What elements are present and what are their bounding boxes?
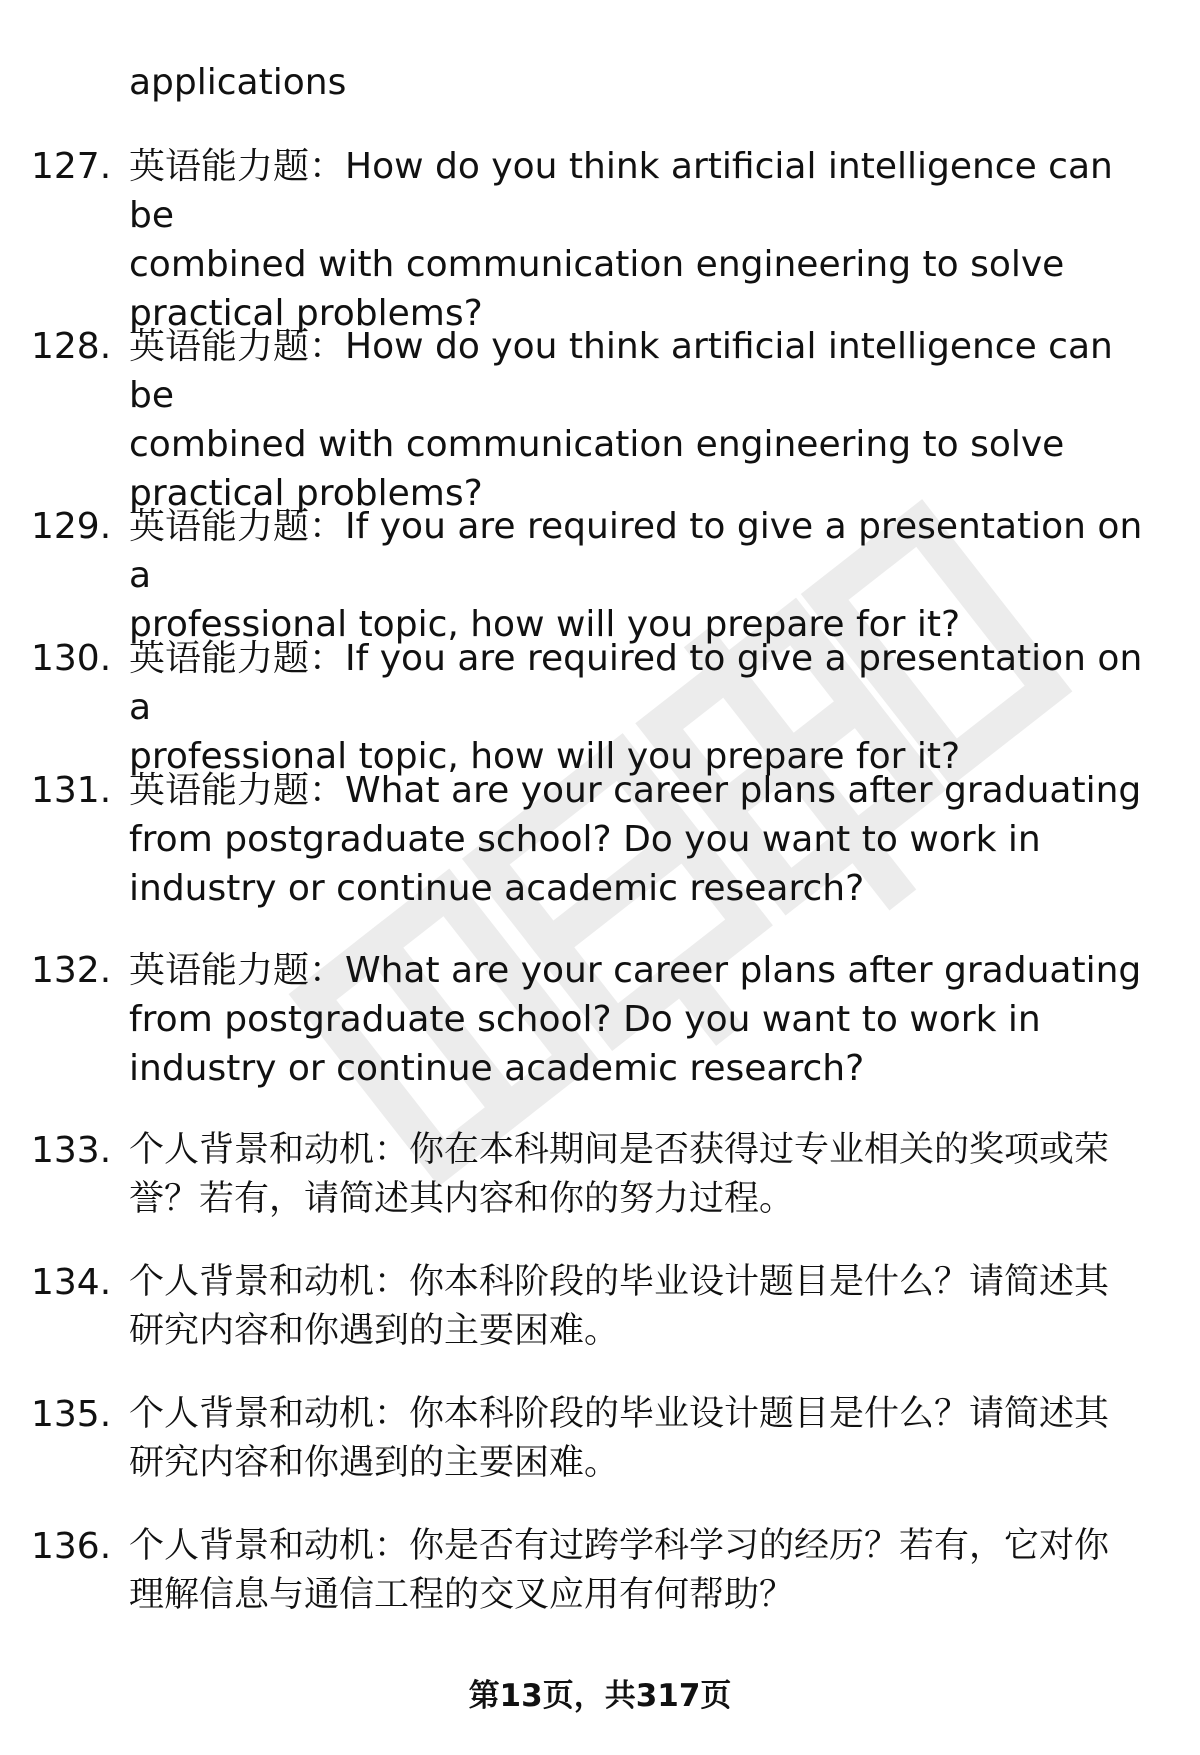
question-text: 英语能力题：How do you think artificial intelligence can be combined with communication engineering to solve practical problems? [129,326,1113,514]
question-text: 个人背景和动机：你本科阶段的毕业设计题目是什么？请简述其 研究内容和你遇到的主要困难。 [129,1394,1110,1483]
question-text: 英语能力题：How do you think artificial intelligence can be combined with communication engineering to solve practical problems? [129,146,1113,334]
page-footer: 第13页，共317页 [468,1678,732,1714]
question-text: 英语能力题：What are your career plans after graduating from postgraduate school? Do you want to work in industry or continue academic research? [129,770,1142,909]
question-number: 127. [31,146,112,187]
question-number: 133. [31,1130,112,1171]
question-number: 132. [31,950,112,991]
question-number: 130. [31,638,112,679]
question-text: 英语能力题：If you are required to give a presentation on a professional topic, how will you prepare for it? [129,506,1143,645]
continued-question-text: applications [129,62,347,103]
question-text: 个人背景和动机：你在本科期间是否获得过专业相关的奖项或荣 誉？若有，请简述其内容和你的努力过程。 [129,1130,1110,1219]
question-text: 个人背景和动机：你是否有过跨学科学习的经历？若有，它对你 理解信息与通信工程的交叉应用有何帮助？ [129,1526,1110,1615]
question-text: 英语能力题：If you are required to give a presentation on a professional topic, how will you prepare for it? [129,638,1143,777]
question-number: 129. [31,506,112,547]
question-number: 134. [31,1262,112,1303]
question-text: 个人背景和动机：你本科阶段的毕业设计题目是什么？请简述其 研究内容和你遇到的主要困难。 [129,1262,1110,1351]
question-number: 136. [31,1526,112,1567]
question-number: 135. [31,1394,112,1435]
question-text: 英语能力题：What are your career plans after graduating from postgraduate school? Do you want to work in industry or continue academic research? [129,950,1142,1089]
question-number: 128. [31,326,112,367]
question-number: 131. [31,770,112,811]
